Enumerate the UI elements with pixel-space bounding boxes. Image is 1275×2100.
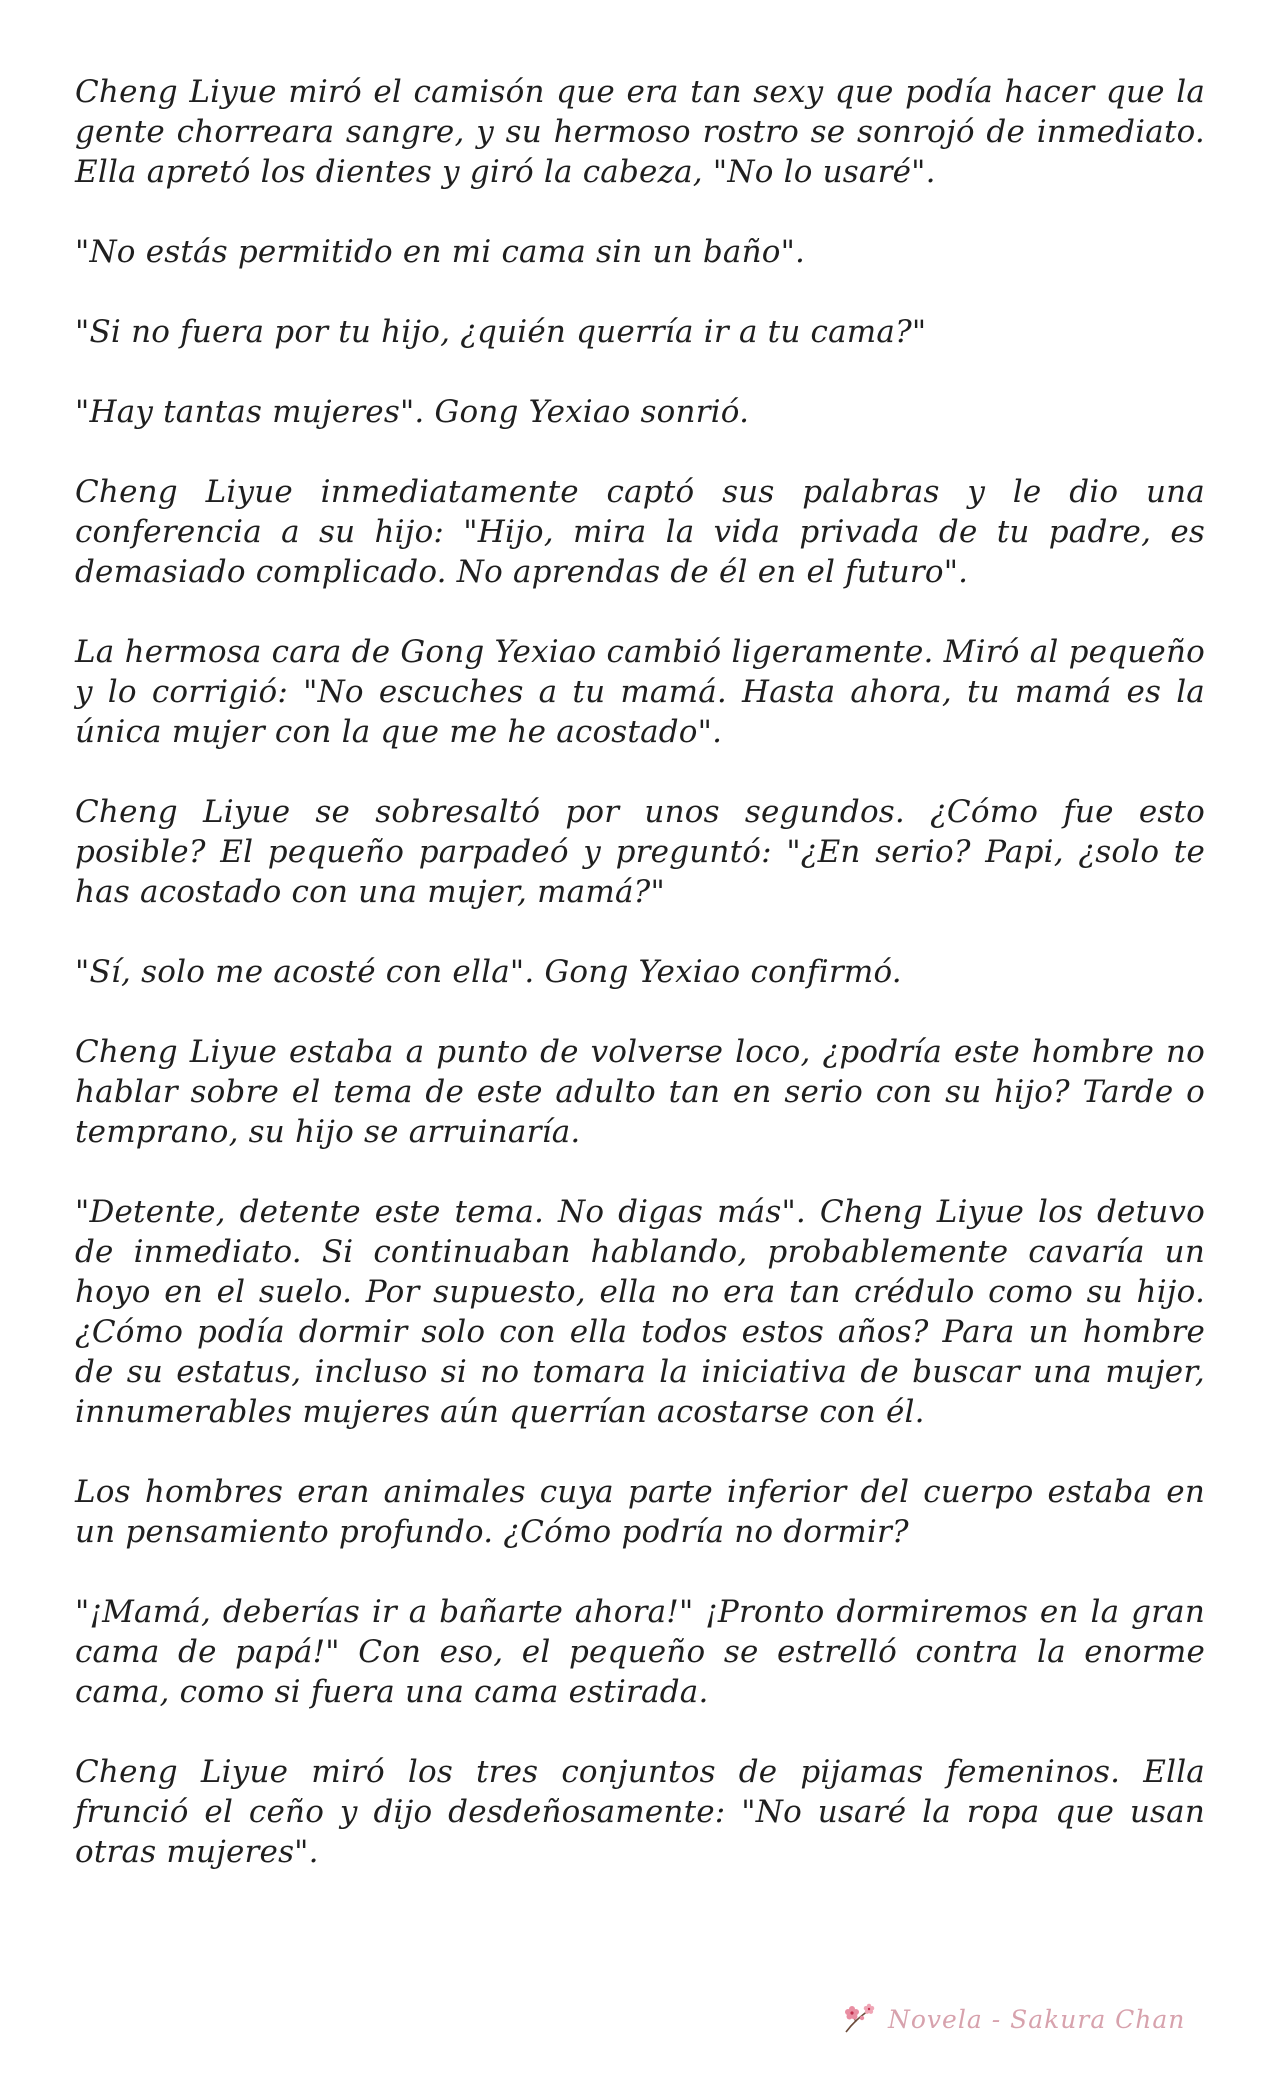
story-text <box>75 72 1205 1912</box>
cherry-blossom-icon <box>842 2002 878 2036</box>
paragraph: "No estás permitido en mi cama sin un baño". <box>75 234 806 270</box>
paragraph: Los hombres eran animales cuya parte inferior del cuerpo estaba en un pensamiento profundo. ¿Cómo podría no dormir? <box>75 1474 1205 1550</box>
paragraph: "Detente, detente este tema. No digas más". Cheng Liyue los detuvo de inmediato. Si continuaban hablando, probablemente cavaría un hoyo en el suelo. Por supuesto, ella no era tan crédulo como su hijo. ¿Cómo podía dormir solo con ella todos estos años? Para un hombre de su estatus, incluso si no tomara la iniciativa de buscar una mujer, innumerables mujeres aún querrían acostarse con él. <box>75 1194 1205 1430</box>
paragraph: "¡Mamá, deberías ir a bañarte ahora!" ¡Pronto dormiremos en la gran cama de papá!" Con eso, el pequeño se estrelló contra la enorme cama, como si fuera una cama estirada. <box>75 1594 1205 1710</box>
paragraph: Cheng Liyue se sobresaltó por unos segundos. ¿Cómo fue esto posible? El pequeño parpadeó y preguntó: "¿En serio? Papi, ¿solo te has acostado con una mujer, mamá?" <box>75 794 1205 910</box>
watermark <box>842 1998 1185 2040</box>
paragraph: Cheng Liyue estaba a punto de volverse loco, ¿podría este hombre no hablar sobre el tema de este adulto tan en serio con su hijo? Tarde o temprano, su hijo se arruinaría. <box>75 1034 1205 1150</box>
watermark-text: Novela - Sakura Chan <box>888 2004 1186 2034</box>
paragraph: Cheng Liyue miró el camisón que era tan sexy que podía hacer que la gente chorreara sangre, y su hermoso rostro se sonrojó de inmediato. Ella apretó los dientes y giró la cabeza, "No lo usaré". <box>75 74 1205 190</box>
paragraph: "Hay tantas mujeres". Gong Yexiao sonrió. <box>75 394 750 430</box>
paragraph: Cheng Liyue miró los tres conjuntos de pijamas femeninos. Ella frunció el ceño y dijo desdeñosamente: "No usaré la ropa que usan otras mujeres". <box>75 1754 1205 1870</box>
paragraph: "Si no fuera por tu hijo, ¿quién querría ir a tu cama?" <box>75 314 927 350</box>
paragraph: Cheng Liyue inmediatamente captó sus palabras y le dio una conferencia a su hijo: "Hijo, mira la vida privada de tu padre, es demasiado complicado. No aprendas de él en el futuro". <box>75 474 1205 590</box>
paragraph: La hermosa cara de Gong Yexiao cambió ligeramente. Miró al pequeño y lo corrigió: "No escuches a tu mamá. Hasta ahora, tu mamá es la única mujer con la que me he acostado". <box>75 634 1205 750</box>
paragraph: "Sí, solo me acosté con ella". Gong Yexiao confirmó. <box>75 954 902 990</box>
